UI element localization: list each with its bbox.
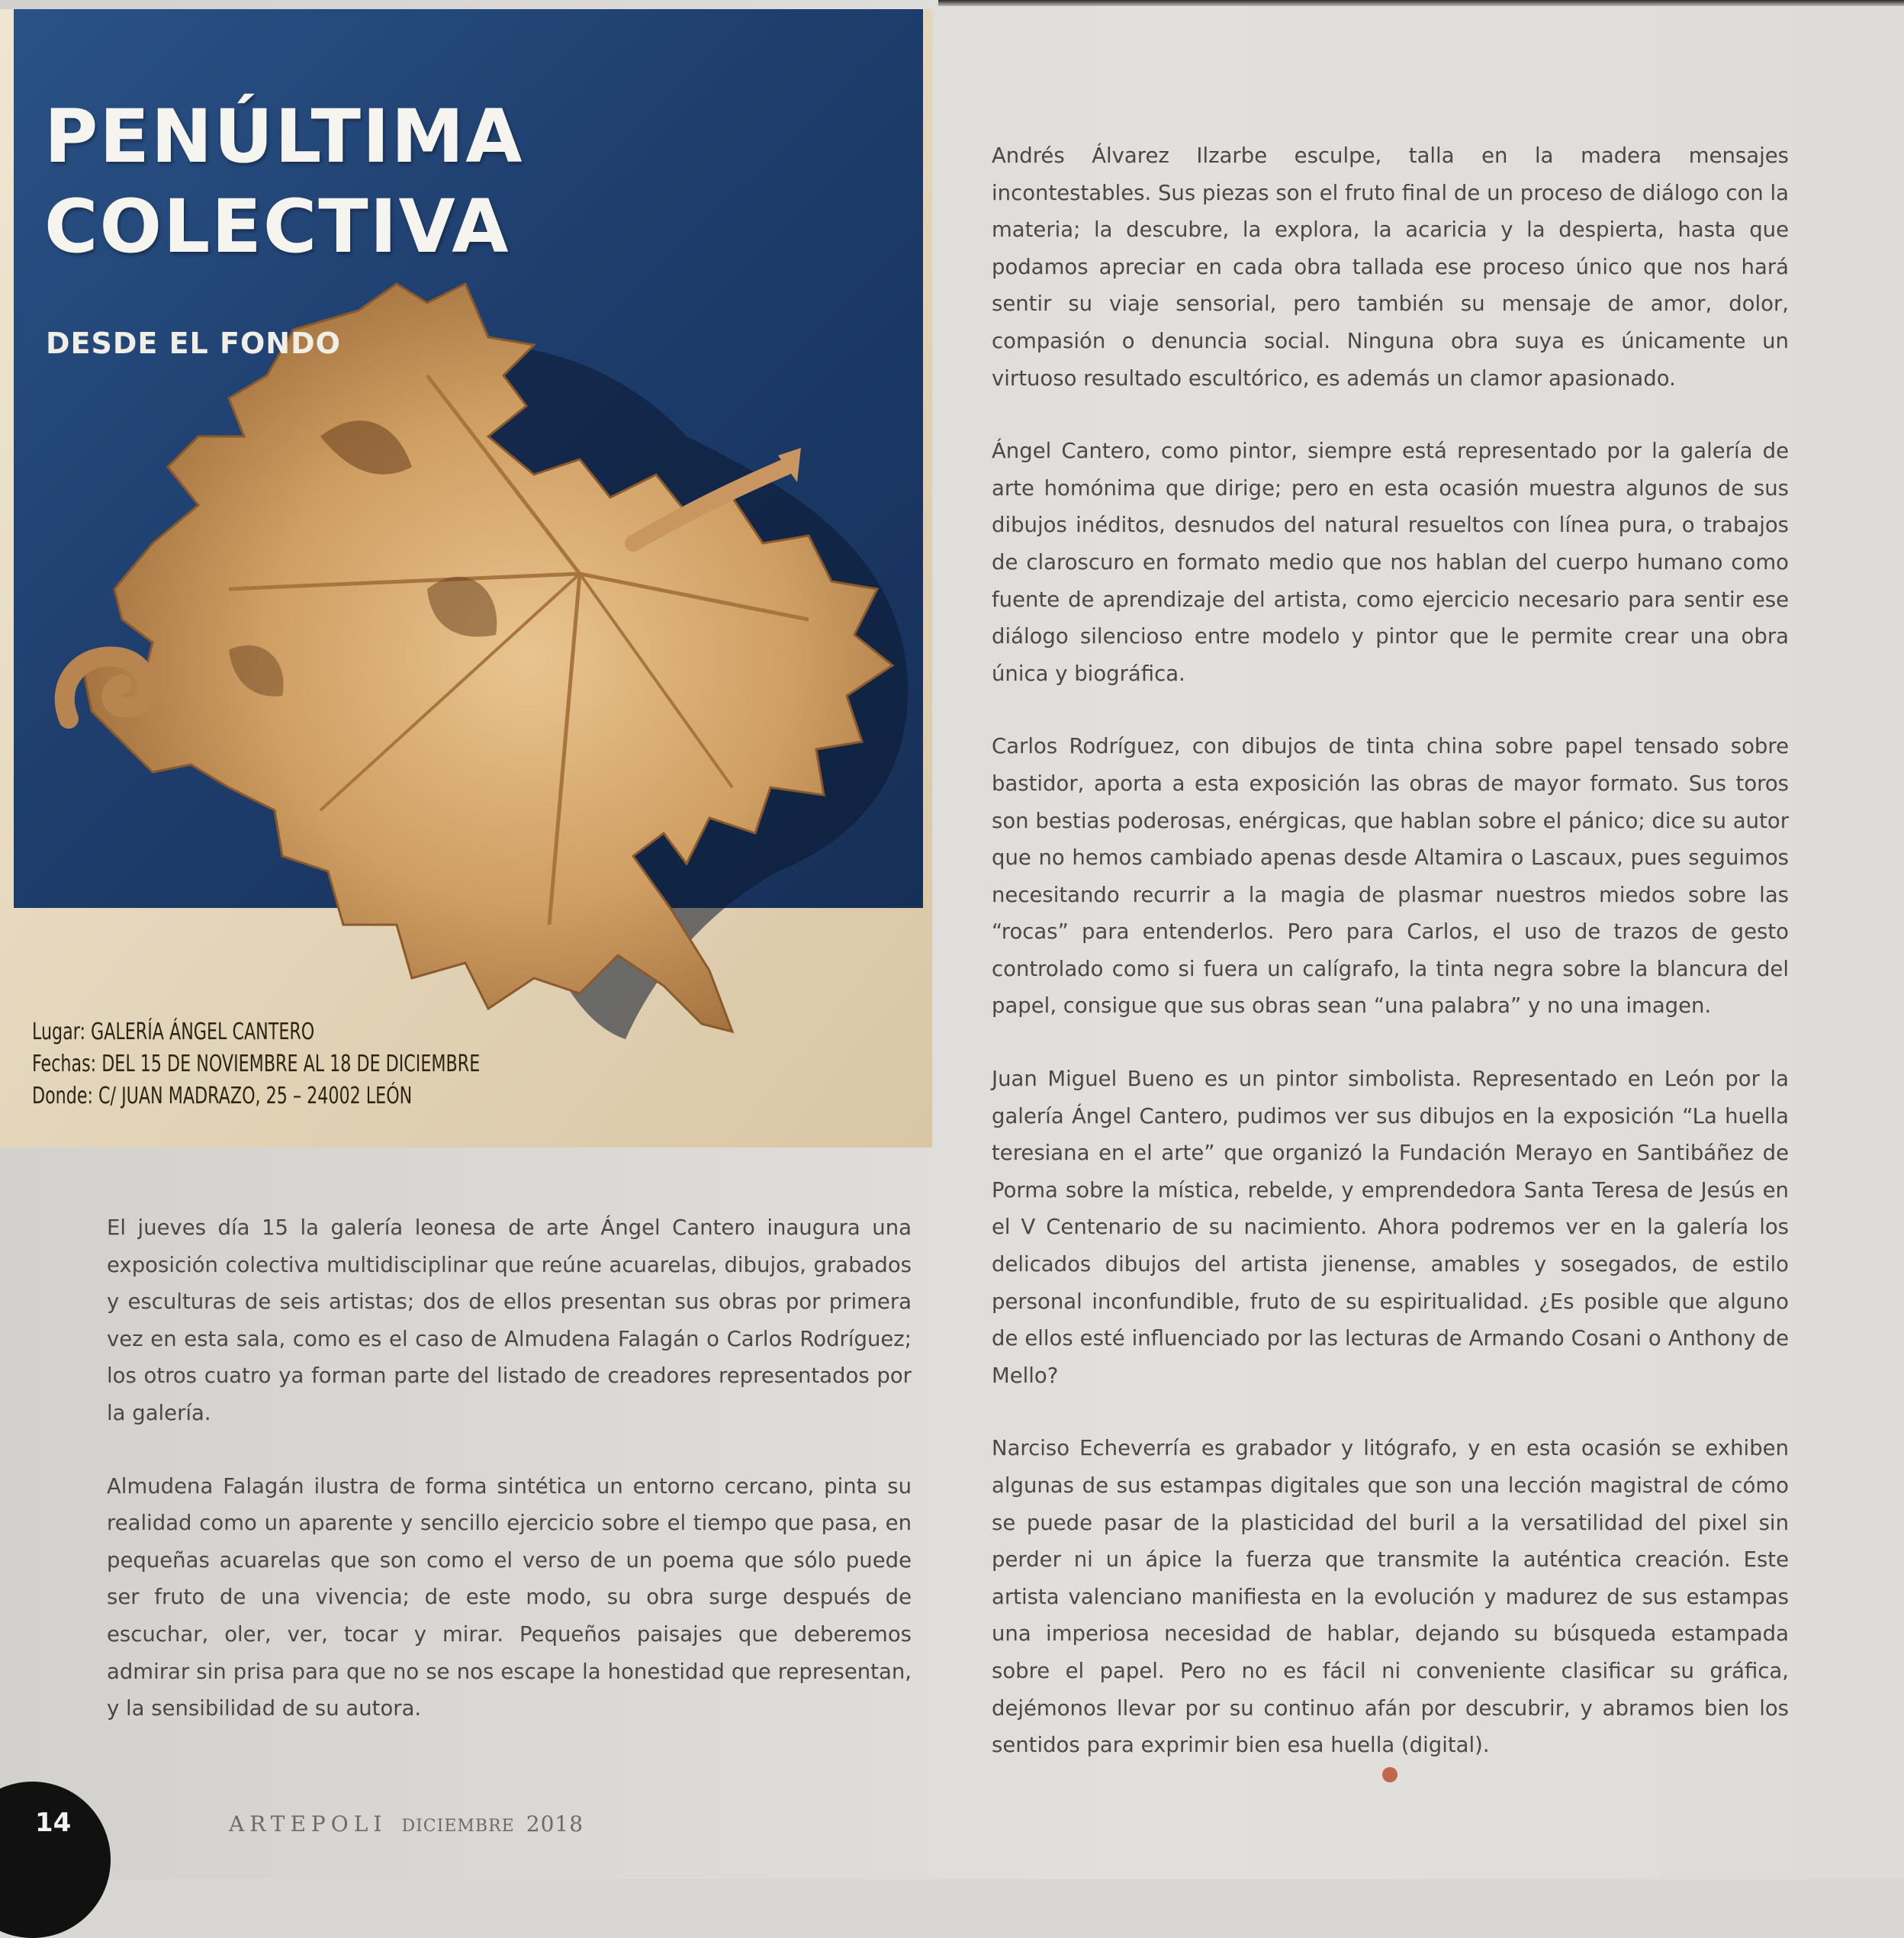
page-number: 14 [35,1808,72,1838]
issue-year: 2018 [526,1811,584,1837]
poster-title-line-2: COLECTIVA [44,184,510,269]
page-footer [229,1811,584,1837]
page-number-badge [0,1782,111,1938]
article-paragraph: Narciso Echeverría es grabador y litógrafo, y en esta ocasión se exhiben algunas de sus estampas digitales que son una lección magistral de cómo se puede pasar de la plasticidad del buril a la versatilidad del pixel sin perder ni un ápice la fuerza que transmite la auténtica creación. Este artista valenciano manifiesta en la evolución y madurez de sus estampas una imperiosa necesidad de hablar, dejando su búsqueda estampada sobre el papel. Pero no es fácil ni conveniente clasificar su gráfica, dejémonos llevar por su continuo afán por descubrir, y abramos bien los sentidos para exprimir bien esa huella (digital). [992,1436,1789,1758]
issue-month: DICIEMBRE [401,1817,515,1836]
exhibition-address: Donde: C/ JUAN MADRAZO, 25 – 24002 LEÓN [32,1083,413,1109]
magazine-name: ARTEPOLI [229,1811,388,1837]
poster-subtitle: DESDE EL FONDO [46,327,341,360]
exhibition-poster [0,9,932,1148]
poster-title [44,92,524,272]
article-paragraph: Almudena Falagán ilustra de forma sintética un entorno cercano, pinta su realidad como un aparente y sencillo ejercicio sobre el tiempo que pasa, en pequeñas acuarelas que son como el verso de un poema que sólo puede ser fruto de una vivencia; de este modo, su obra surge después de escuchar, oler, ver, tocar y mirar. Pequeños paisajes que deberemos admirar sin prisa para que no se nos escape la honestidad que representan, y la sensibilidad de su autora. [107,1473,912,1721]
exhibition-info [32,1016,480,1112]
article-paragraph: Ángel Cantero, como pintor, siempre está representado por la galería de arte homónima que dirige; pero en esta ocasión muestra algunos de sus dibujos inéditos, desnudos del natural resueltos con línea pura, o trabajos de claroscuro en formato medio que nos hablan del cuerpo humano como fuente de aprendizaje del artista, como ejercicio necesario para sentir ese diálogo silencioso entre modelo y pintor que le permite crear una obra única y biográfica. [992,439,1789,686]
page-edge-shadow [938,0,1904,6]
exhibition-dates: Fechas: DEL 15 DE NOVIEMBRE AL 18 DE DICIEMBRE [32,1051,481,1077]
article-paragraph: Andrés Álvarez Ilzarbe esculpe, talla en la madera mensajes incontestables. Sus piezas son el fruto final de un proceso de diálogo con la materia; la descubre, la explora, la acaricia y la despierta, hasta que podamos apreciar en cada obra tallada ese proceso único que nos hará sentir su viaje sensorial, pero también su mensaje de amor, dolor, compasión o denuncia social. Ninguna obra suya es únicamente un virtuoso resultado escultórico, es además un clamor apasionado. [992,143,1789,391]
exhibition-place: Lugar: GALERÍA ÁNGEL CANTERO [32,1019,315,1045]
poster-title-line-1: PENÚLTIMA [44,94,524,179]
article-left-column [107,1209,912,1763]
article-paragraph: Carlos Rodríguez, con dibujos de tinta china sobre papel tensado sobre bastidor, aporta a esta exposición las obras de mayor formato. Sus toros son bestias poderosas, enérgicas, que hablan sobre el pánico; dice su autor que no hemos cambiado apenas desde Altamira o Lascaux, pues seguimos necesitando recurrir a la magia de plasmar nuestros miedos sobre las “rocas” para entenderlos. Pero para Carlos, el uso de trazos de gesto controlado como si fuera un calígrafo, la tinta negra sobre la blancura del papel, consigue que sus obras sean “una palabra” y no una imagen. [992,734,1789,1019]
article-paragraph: Juan Miguel Bueno es un pintor simbolista. Representado en León por la galería Ángel Cantero, pudimos ver sus dibujos en la exposición “La huella teresiana en el arte” que organizó la Fundación Merayo en Santibáñez de Porma sobre la mística, rebelde, y emprendedora Santa Teresa de Jesús en el V Centenario de su nacimiento. Ahora podremos ver en la galería los delicados dibujos del artista jienense, amables y sosegados, de estilo personal inconfundible, fruto de su espiritualidad. ¿Es posible que alguno de ellos esté influenciado por las lecturas de Armando Cosani o Anthony de Mello? [992,1067,1789,1388]
article-right-column [992,137,1789,1800]
article-end-mark [1382,1767,1397,1782]
article-paragraph: El jueves día 15 la galería leonesa de arte Ángel Cantero inaugura una exposición colectiva multidisciplinar que reúne acuarelas, dibujos, grabados y esculturas de seis artistas; dos de ellos presentan sus obras por primera vez en esta sala, como es el caso de Almudena Falagán o Carlos Rodríguez; los otros cuatro ya forman parte del listado de creadores representados por la galería. [107,1215,912,1425]
